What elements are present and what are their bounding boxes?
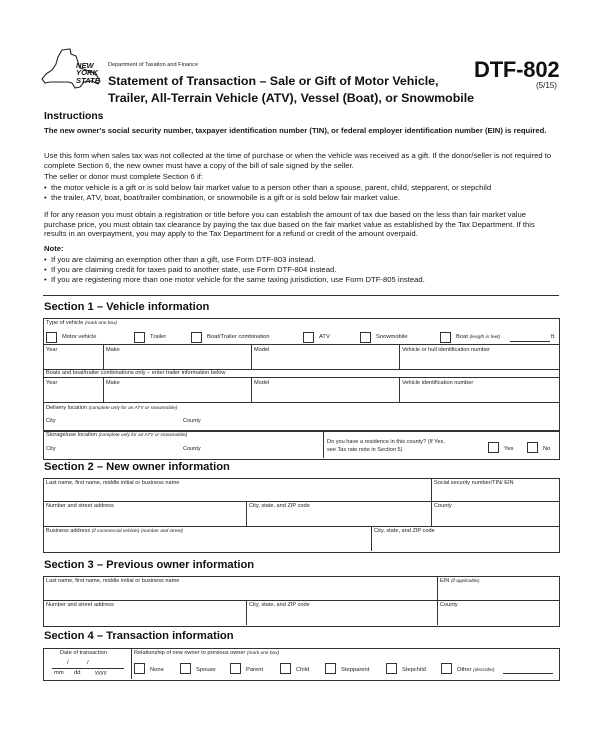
boat-length-input[interactable] (510, 341, 550, 342)
divider (251, 377, 252, 402)
relationship-parent-checkbox[interactable] (230, 663, 241, 674)
type-trailer-checkbox[interactable] (134, 332, 145, 343)
divider (43, 377, 559, 378)
relationship-spouse-checkbox[interactable] (180, 663, 191, 674)
divider (43, 295, 559, 296)
required-id-note: The new owner's social security number, taxpayer identification number (TIN), or federal employer identification number (EIN) is required. (44, 126, 547, 135)
list-item: • the motor vehicle is a gift or is sold below fair market value to a person other than a spouse, parent, child, stepparent, or stepchild (44, 183, 492, 192)
new-owner-name-label: Last name, first name, middle initial or business name (46, 480, 180, 486)
year-hint: yyyy (95, 670, 107, 676)
divider (437, 600, 438, 625)
section2-title: Section 2 – New owner information (44, 461, 230, 473)
make-label: Make (106, 347, 120, 353)
storage-county-label: County (183, 446, 201, 452)
date-input-line[interactable] (52, 668, 124, 669)
storage-location-label: Storage/use location (complete only for an ATV or snowmobile) (46, 432, 188, 438)
divider (431, 501, 432, 526)
type-snowmobile-checkbox[interactable] (360, 332, 371, 343)
instructions-heading: Instructions (44, 111, 104, 122)
relationship-option-label: None (150, 667, 164, 673)
trailer-note: Boats and boat/trailer combinations only – enter trailer information below (46, 370, 226, 376)
divider (43, 344, 559, 345)
divider (103, 344, 104, 369)
previous-owner-name-label: Last name, first name, middle initial or business name (46, 578, 180, 584)
divider (246, 600, 247, 625)
trailer-year-label: Year (46, 380, 58, 386)
section4-title: Section 4 – Transaction information (44, 630, 234, 642)
instructions-paragraph: Use this form when sales tax was not collected at the time of purchase or when the vehicle was received as a gift. If the donor/seller is not required to complete Section 6, the new owner must have a copy of the bill of sale signed by the seller. (44, 151, 552, 170)
business-address-label: Business address (if commercial vehicle) (number and street) (46, 528, 184, 534)
vin-label: Vehicle or hull identification number (402, 347, 490, 353)
delivery-city-label: City (46, 418, 56, 424)
relationship-option-label: Spouse (196, 667, 216, 673)
relationship-stepchild-checkbox[interactable] (386, 663, 397, 674)
trailer-vin-label: Vehicle identification number (402, 380, 474, 386)
new-owner-table (43, 478, 560, 553)
transaction-table (43, 648, 560, 681)
instructions-paragraph: The seller or donor must complete Section 6 if: (44, 172, 203, 181)
section3-title: Section 3 – Previous owner information (44, 559, 255, 571)
date-separator: / (87, 660, 89, 666)
model-label: Model (254, 347, 270, 353)
previous-owner-csz-label: City, state, and ZIP code (249, 602, 310, 608)
type-of-vehicle-label: Type of vehicle (mark one box) (46, 320, 118, 326)
list-item: • If you are claiming credit for taxes paid to another state, use Form DTF-804 instead. (44, 265, 337, 275)
logo-word: STATE (76, 75, 100, 85)
type-atv-checkbox[interactable] (303, 332, 314, 343)
new-owner-csz-label: City, state, and ZIP code (249, 503, 310, 509)
divider (323, 430, 324, 458)
type-option-boat: Boat (length in feet) (456, 334, 501, 340)
year-label: Year (46, 347, 58, 353)
list-item: • the trailer, ATV, boat, boat/trailer combination, or snowmobile is a gift or is sold below fair market value. (44, 192, 401, 202)
type-option-label: Trailer (150, 334, 167, 340)
ft-label: ft. (551, 334, 556, 340)
relationship-none-checkbox[interactable] (134, 663, 145, 674)
divider (431, 478, 432, 501)
other-describe-input[interactable] (503, 673, 553, 674)
new-owner-street-label: Number and street address (46, 503, 114, 509)
type-option-label: ATV (319, 334, 330, 340)
relationship-other-checkbox[interactable] (441, 663, 452, 674)
relationship-option-label: Stepparent (341, 667, 370, 673)
relationship-option-label: Child (296, 667, 310, 673)
delivery-location-label: Delivery location (complete only for an ATV or snowmobile) (46, 405, 178, 411)
business-csz-label: City, state, and ZIP code (374, 528, 435, 534)
divider (399, 344, 400, 369)
storage-city-label: City (46, 446, 56, 452)
state-logo-text (76, 62, 100, 84)
title-line: Trailer, All-Terrain Vehicle (ATV), Vessel (Boat), or Snowmobile (108, 90, 475, 105)
divider (103, 377, 104, 402)
trailer-model-label: Model (254, 380, 270, 386)
form-title (108, 73, 508, 106)
note-heading: Note: (44, 244, 64, 253)
no-label: No (543, 446, 551, 452)
delivery-county-label: County (183, 418, 201, 424)
type-boat-trailer-checkbox[interactable] (191, 332, 202, 343)
relationship-label: Relationship of new owner to previous owner (mark one box) (134, 650, 280, 656)
relationship-stepparent-checkbox[interactable] (325, 663, 336, 674)
residence-question: Do you have a residence in this county? (If Yes, see Tax rate note in Section 5) (327, 439, 445, 453)
relationship-option-label: Stepchild (402, 667, 426, 673)
divider (246, 501, 247, 526)
ssn-label: Social security number/TIN/ EIN (434, 480, 514, 486)
ein-label: EIN (if applicable) (440, 578, 480, 584)
logo-word: NEW (76, 61, 94, 70)
list-item: • If you are registering more than one motor vehicle for the same taxing jurisdiction, use Form DTF-805 instead. (44, 275, 425, 285)
type-option-label: Boat/Trailer combination (207, 334, 270, 340)
divider (371, 526, 372, 551)
divider (43, 402, 559, 403)
form-number: DTF-802 (474, 57, 560, 82)
divider (251, 344, 252, 369)
type-motor-vehicle-checkbox[interactable] (46, 332, 57, 343)
section1-title: Section 1 – Vehicle information (44, 301, 210, 313)
divider (437, 576, 438, 600)
type-boat-checkbox[interactable] (440, 332, 451, 343)
divider (43, 526, 559, 527)
divider (43, 501, 559, 502)
type-option-label: Snowmobile (376, 334, 408, 340)
divider (43, 600, 559, 601)
residence-yes-checkbox[interactable] (488, 442, 499, 453)
divider (131, 648, 132, 679)
title-line: Statement of Transaction – Sale or Gift of Motor Vehicle, (108, 74, 439, 88)
residence-no-checkbox[interactable] (527, 442, 538, 453)
previous-owner-street-label: Number and street address (46, 602, 114, 608)
relationship-child-checkbox[interactable] (280, 663, 291, 674)
logo-word: YORK (76, 68, 98, 78)
date-of-transaction-label: Date of transaction (60, 650, 107, 656)
note-list (44, 255, 556, 286)
day-hint: dd (74, 670, 81, 676)
previous-owner-county-label: County (440, 602, 458, 608)
condition-list (44, 183, 556, 202)
new-owner-county-label: County (434, 503, 452, 509)
type-option-label: Motor vehicle (62, 334, 97, 340)
month-hint: mm (54, 670, 64, 676)
form-revision: (5/15) (536, 81, 557, 90)
relationship-option-label: Parent (246, 667, 264, 673)
department-name: Department of Taxation and Finance (108, 62, 199, 68)
yes-label: Yes (504, 446, 514, 452)
relationship-other-label: Other (describe) (457, 667, 495, 673)
trailer-make-label: Make (106, 380, 120, 386)
date-separator: / (67, 660, 69, 666)
list-item: • If you are claiming an exemption other than a gift, use Form DTF-803 instead. (44, 255, 316, 264)
instructions-paragraph: If for any reason you must obtain a registration or title before you can establish the amount of tax due based on the less than fair market value purchase price, you must obtain tax clearance by paying the tax due based on the fair market value as established by the Tax Department. If this results in an overpayment, you may apply to the Tax Department for a refund or credit of the amount overpaid. (44, 210, 535, 239)
divider (399, 377, 400, 402)
